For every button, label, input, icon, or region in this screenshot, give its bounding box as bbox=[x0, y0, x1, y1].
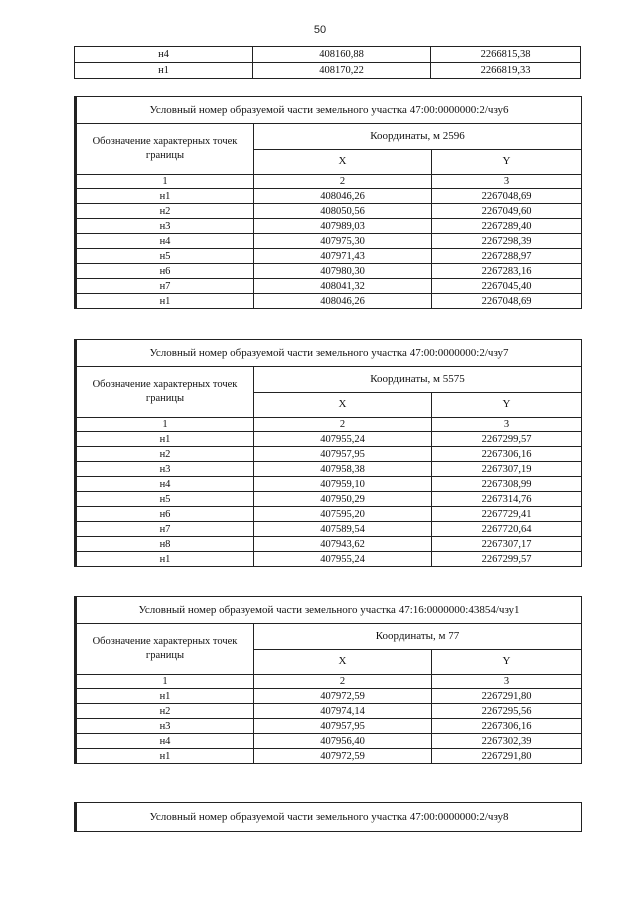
table-title: Условный номер образуемой части земельного участка 47:00:0000000:2/чзу6 bbox=[76, 97, 582, 124]
y-cell: 2267307,17 bbox=[432, 537, 582, 552]
point-cell: н6 bbox=[76, 507, 254, 522]
coordinates-table-chzu7 bbox=[74, 339, 582, 567]
y-cell: 2267291,80 bbox=[432, 689, 582, 704]
x-cell: 407975,30 bbox=[254, 234, 432, 249]
point-cell: н3 bbox=[76, 462, 254, 477]
x-cell: 407950,29 bbox=[254, 492, 432, 507]
x-cell: 407595,20 bbox=[254, 507, 432, 522]
table-row bbox=[76, 522, 582, 537]
point-cell: н1 bbox=[76, 689, 254, 704]
table-row bbox=[76, 507, 582, 522]
x-header: X bbox=[254, 649, 432, 675]
table-row bbox=[76, 704, 582, 719]
y-cell: 2267306,16 bbox=[432, 447, 582, 462]
table-title: Условный номер образуемой части земельного участка 47:00:0000000:2/чзу8 bbox=[76, 803, 582, 832]
point-cell: н7 bbox=[76, 522, 254, 537]
coordinates-table-chzu6 bbox=[74, 96, 582, 309]
point-cell: н5 bbox=[76, 249, 254, 264]
x-cell: 408046,26 bbox=[254, 189, 432, 204]
x-header: X bbox=[254, 392, 432, 418]
x-cell: 407971,43 bbox=[254, 249, 432, 264]
y-cell: 2267283,16 bbox=[432, 264, 582, 279]
y-cell: 2267729,41 bbox=[432, 507, 582, 522]
point-cell: н8 bbox=[76, 537, 254, 552]
y-cell: 2267048,69 bbox=[432, 294, 582, 309]
x-cell: 407957,95 bbox=[254, 447, 432, 462]
y-cell: 2267291,80 bbox=[432, 749, 582, 764]
x-cell: 407974,14 bbox=[254, 704, 432, 719]
y-cell: 2267302,39 bbox=[432, 734, 582, 749]
boundary-points-header: Обозначение характерных точек границы bbox=[76, 624, 254, 675]
table-row bbox=[76, 447, 582, 462]
x-cell: 407943,62 bbox=[254, 537, 432, 552]
coordinates-header: Координаты, м 2596 bbox=[254, 124, 582, 150]
table-row bbox=[76, 249, 582, 264]
point-cell: н1 bbox=[76, 552, 254, 567]
point-cell: н4 bbox=[76, 234, 254, 249]
x-cell: 407589,54 bbox=[254, 522, 432, 537]
x-cell: 408046,26 bbox=[254, 294, 432, 309]
y-cell: 2267295,56 bbox=[432, 704, 582, 719]
x-cell: 408170,22 bbox=[253, 63, 431, 79]
x-cell: 407958,38 bbox=[254, 462, 432, 477]
y-cell: 2267306,16 bbox=[432, 719, 582, 734]
table-row bbox=[76, 552, 582, 567]
point-cell: н4 bbox=[76, 477, 254, 492]
x-cell: 407989,03 bbox=[254, 219, 432, 234]
y-header: Y bbox=[432, 149, 582, 175]
table-row bbox=[76, 279, 582, 294]
point-cell: н7 bbox=[76, 279, 254, 294]
table-row bbox=[76, 537, 582, 552]
y-cell: 2266815,38 bbox=[431, 47, 581, 63]
column-index: 1 bbox=[76, 175, 254, 189]
point-cell: н1 bbox=[75, 63, 253, 79]
table-title: Условный номер образуемой части земельного участка 47:00:0000000:2/чзу7 bbox=[76, 340, 582, 367]
table-body bbox=[76, 432, 582, 567]
column-index: 2 bbox=[254, 175, 432, 189]
y-cell: 2267720,64 bbox=[432, 522, 582, 537]
column-index: 3 bbox=[432, 175, 582, 189]
point-cell: н3 bbox=[76, 719, 254, 734]
x-cell: 408160,88 bbox=[253, 47, 431, 63]
y-cell: 2267045,40 bbox=[432, 279, 582, 294]
continuation-table bbox=[74, 46, 581, 79]
table-body bbox=[76, 689, 582, 764]
point-cell: н3 bbox=[76, 219, 254, 234]
table-row bbox=[76, 264, 582, 279]
table-row bbox=[76, 492, 582, 507]
table-row bbox=[76, 689, 582, 704]
coordinates-header: Координаты, м 77 bbox=[254, 624, 582, 650]
x-header: X bbox=[254, 149, 432, 175]
table-row bbox=[76, 719, 582, 734]
column-index: 3 bbox=[432, 418, 582, 432]
column-index: 2 bbox=[254, 418, 432, 432]
point-cell: н2 bbox=[76, 704, 254, 719]
table-row bbox=[76, 477, 582, 492]
table-row bbox=[76, 234, 582, 249]
page-number: 50 bbox=[313, 24, 327, 36]
table-row bbox=[76, 294, 582, 309]
point-cell: н4 bbox=[75, 47, 253, 63]
boundary-points-header: Обозначение характерных точек границы bbox=[76, 367, 254, 418]
table-row bbox=[75, 63, 581, 79]
point-cell: н2 bbox=[76, 204, 254, 219]
point-cell: н1 bbox=[76, 294, 254, 309]
table-row bbox=[76, 734, 582, 749]
point-cell: н4 bbox=[76, 734, 254, 749]
y-cell: 2266819,33 bbox=[431, 63, 581, 79]
point-cell: н1 bbox=[76, 749, 254, 764]
table-row bbox=[75, 47, 581, 63]
x-cell: 407980,30 bbox=[254, 264, 432, 279]
column-index: 1 bbox=[76, 675, 254, 689]
point-cell: н1 bbox=[76, 432, 254, 447]
y-cell: 2267288,97 bbox=[432, 249, 582, 264]
point-cell: н2 bbox=[76, 447, 254, 462]
y-header: Y bbox=[432, 649, 582, 675]
y-cell: 2267298,39 bbox=[432, 234, 582, 249]
x-cell: 407972,59 bbox=[254, 689, 432, 704]
x-cell: 407955,24 bbox=[254, 552, 432, 567]
x-cell: 407972,59 bbox=[254, 749, 432, 764]
x-cell: 408041,32 bbox=[254, 279, 432, 294]
table-body bbox=[76, 189, 582, 309]
column-index: 1 bbox=[76, 418, 254, 432]
table-row bbox=[76, 749, 582, 764]
coordinates-table-chzu8 bbox=[74, 802, 582, 832]
y-cell: 2267307,19 bbox=[432, 462, 582, 477]
y-cell: 2267308,99 bbox=[432, 477, 582, 492]
y-cell: 2267299,57 bbox=[432, 432, 582, 447]
y-cell: 2267048,69 bbox=[432, 189, 582, 204]
table-row bbox=[76, 432, 582, 447]
table-row bbox=[76, 189, 582, 204]
boundary-points-header: Обозначение характерных точек границы bbox=[76, 124, 254, 175]
table-row bbox=[76, 462, 582, 477]
table-title: Условный номер образуемой части земельного участка 47:16:0000000:43854/чзу1 bbox=[76, 597, 582, 624]
point-cell: н5 bbox=[76, 492, 254, 507]
x-cell: 407955,24 bbox=[254, 432, 432, 447]
table-row bbox=[76, 219, 582, 234]
y-header: Y bbox=[432, 392, 582, 418]
column-index: 2 bbox=[254, 675, 432, 689]
point-cell: н1 bbox=[76, 189, 254, 204]
x-cell: 407959,10 bbox=[254, 477, 432, 492]
x-cell: 407957,95 bbox=[254, 719, 432, 734]
y-cell: 2267289,40 bbox=[432, 219, 582, 234]
y-cell: 2267314,76 bbox=[432, 492, 582, 507]
y-cell: 2267299,57 bbox=[432, 552, 582, 567]
x-cell: 407956,40 bbox=[254, 734, 432, 749]
y-cell: 2267049,60 bbox=[432, 204, 582, 219]
point-cell: н6 bbox=[76, 264, 254, 279]
coordinates-header: Координаты, м 5575 bbox=[254, 367, 582, 393]
table-row bbox=[76, 204, 582, 219]
column-index: 3 bbox=[432, 675, 582, 689]
coordinates-table-43854-chzu1 bbox=[74, 596, 582, 764]
x-cell: 408050,56 bbox=[254, 204, 432, 219]
